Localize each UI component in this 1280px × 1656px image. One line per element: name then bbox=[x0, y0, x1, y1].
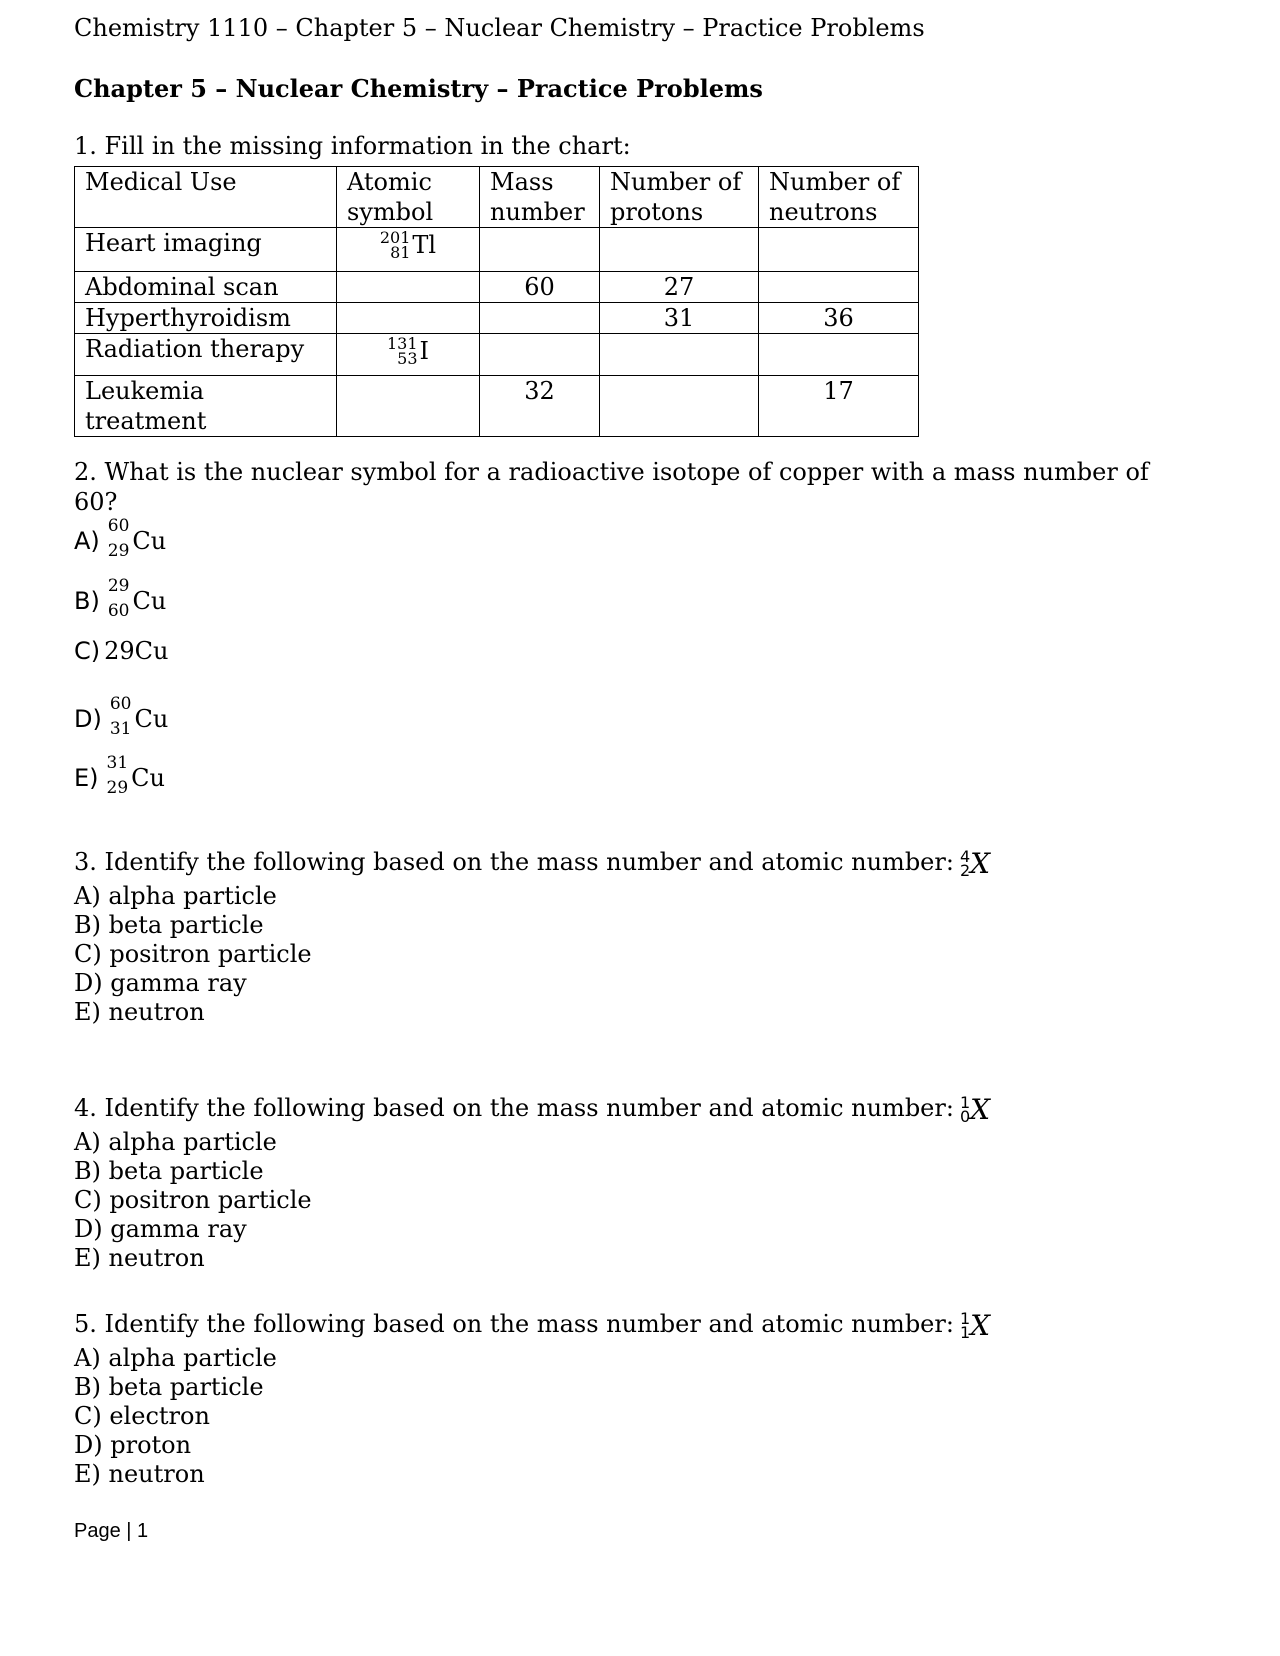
q3-option-b: B) beta particle bbox=[74, 911, 264, 939]
cell-use: Hyperthyroidism bbox=[75, 303, 337, 334]
q5-option-a: A) alpha particle bbox=[74, 1344, 277, 1372]
cell-symbol bbox=[337, 376, 480, 437]
isotope-symbol bbox=[379, 227, 437, 262]
q3-option-c: C) positron particle bbox=[74, 940, 312, 968]
particle-symbol bbox=[960, 847, 990, 880]
cell-protons: 31 bbox=[600, 303, 759, 334]
cell-mass bbox=[480, 334, 600, 376]
mass-number: 60 bbox=[109, 694, 132, 714]
cell-neutrons bbox=[759, 272, 919, 303]
prompt-text: 3. Identify the following based on the mass number and atomic number: bbox=[74, 848, 954, 876]
element-symbol: Tl bbox=[412, 230, 437, 259]
atomic-number: 0 bbox=[959, 1106, 971, 1126]
option-label: C) bbox=[74, 637, 101, 665]
atomic-number: 29 bbox=[106, 778, 129, 798]
header-protons: Number of protons bbox=[600, 167, 759, 228]
element-symbol: Cu bbox=[134, 705, 169, 733]
q2-option-b bbox=[74, 578, 166, 624]
particle-symbol bbox=[960, 1309, 990, 1342]
element-symbol: X bbox=[970, 847, 991, 880]
q5-option-e: E) neutron bbox=[74, 1460, 205, 1488]
element-symbol: X bbox=[970, 1093, 991, 1126]
atomic-number: 60 bbox=[107, 601, 130, 621]
table-row bbox=[75, 228, 919, 272]
table-row bbox=[75, 334, 919, 376]
question-4-prompt bbox=[74, 1093, 990, 1126]
cell-protons bbox=[600, 334, 759, 376]
q4-option-a: A) alpha particle bbox=[74, 1128, 277, 1156]
cell-protons bbox=[600, 376, 759, 437]
header-medical-use: Medical Use bbox=[75, 167, 337, 228]
cell-mass bbox=[480, 228, 600, 272]
option-text: 29Cu bbox=[104, 637, 169, 665]
header-neutrons: Number of neutrons bbox=[759, 167, 919, 228]
cell-protons: 27 bbox=[600, 272, 759, 303]
element-symbol: X bbox=[970, 1309, 991, 1342]
question-3-prompt bbox=[74, 847, 990, 880]
q4-option-e: E) neutron bbox=[74, 1244, 205, 1272]
cell-mass: 60 bbox=[480, 272, 600, 303]
isotope-symbol bbox=[386, 333, 430, 368]
page-header: Chemistry 1110 – Chapter 5 – Nuclear Chemistry – Practice Problems bbox=[74, 14, 925, 42]
cell-symbol bbox=[337, 272, 480, 303]
atomic-number: 81 bbox=[390, 242, 411, 262]
atomic-number: 29 bbox=[107, 541, 130, 561]
element-symbol: Cu bbox=[131, 764, 165, 792]
q4-option-d: D) gamma ray bbox=[74, 1215, 247, 1243]
question-1-prompt: 1. Fill in the missing information in the chart: bbox=[74, 132, 631, 160]
element-symbol: Cu bbox=[132, 587, 167, 615]
header-mass-number: Mass number bbox=[480, 167, 600, 228]
q3-option-d: D) gamma ray bbox=[74, 969, 247, 997]
atomic-number: 31 bbox=[109, 719, 132, 739]
option-label: B) bbox=[74, 587, 100, 615]
cell-use: Radiation therapy bbox=[75, 334, 337, 376]
q4-option-c: C) positron particle bbox=[74, 1186, 312, 1214]
header-atomic-symbol: Atomic symbol bbox=[337, 167, 480, 228]
cell-protons bbox=[600, 228, 759, 272]
q3-option-e: E) neutron bbox=[74, 998, 205, 1026]
q2-option-e bbox=[74, 755, 165, 801]
mass-number: 201 bbox=[379, 227, 411, 247]
page-footer: Page | 1 bbox=[74, 1520, 149, 1542]
table-row bbox=[75, 303, 919, 334]
isotope-chart bbox=[74, 166, 919, 437]
cell-use: Heart imaging bbox=[75, 228, 337, 272]
cell-neutrons bbox=[759, 334, 919, 376]
cell-symbol bbox=[337, 334, 480, 376]
q2-option-c bbox=[74, 637, 168, 665]
element-symbol: Cu bbox=[132, 527, 167, 555]
q2-option-a bbox=[74, 518, 166, 564]
question-2-prompt-line1: 2. What is the nuclear symbol for a radioactive isotope of copper with a mass number of bbox=[74, 458, 1149, 486]
mass-number: 1 bbox=[959, 1308, 971, 1328]
q2-option-d bbox=[74, 696, 168, 742]
mass-number: 131 bbox=[386, 333, 418, 353]
q5-option-d: D) proton bbox=[74, 1431, 192, 1459]
cell-neutrons: 17 bbox=[759, 376, 919, 437]
q3-option-a: A) alpha particle bbox=[74, 882, 277, 910]
mass-number: 29 bbox=[107, 576, 130, 596]
option-label: E) bbox=[74, 764, 99, 792]
cell-neutrons: 36 bbox=[759, 303, 919, 334]
q5-option-c: C) electron bbox=[74, 1402, 210, 1430]
option-label: A) bbox=[74, 527, 100, 555]
cell-use: Leukemia treatment bbox=[75, 376, 337, 437]
cell-mass: 32 bbox=[480, 376, 600, 437]
table-row bbox=[75, 376, 919, 437]
q5-option-b: B) beta particle bbox=[74, 1373, 264, 1401]
atomic-number: 53 bbox=[397, 348, 418, 368]
atomic-number: 2 bbox=[959, 860, 971, 880]
mass-number: 4 bbox=[959, 846, 971, 866]
table-row bbox=[75, 272, 919, 303]
mass-number: 60 bbox=[107, 516, 130, 536]
mass-number: 31 bbox=[106, 753, 129, 773]
particle-symbol bbox=[960, 1093, 990, 1126]
element-symbol: I bbox=[419, 336, 430, 365]
atomic-number: 1 bbox=[959, 1322, 971, 1342]
prompt-text: 5. Identify the following based on the mass number and atomic number: bbox=[74, 1310, 954, 1338]
cell-symbol bbox=[337, 228, 480, 272]
table-header-row bbox=[75, 167, 919, 228]
cell-use: Abdominal scan bbox=[75, 272, 337, 303]
option-label: D) bbox=[74, 705, 102, 733]
page-title: Chapter 5 – Nuclear Chemistry – Practice Problems bbox=[74, 74, 763, 103]
question-2-prompt-line2: 60? bbox=[74, 488, 118, 516]
cell-mass bbox=[480, 303, 600, 334]
question-5-prompt bbox=[74, 1309, 990, 1342]
q4-option-b: B) beta particle bbox=[74, 1157, 264, 1185]
mass-number: 1 bbox=[959, 1092, 971, 1112]
cell-symbol bbox=[337, 303, 480, 334]
cell-neutrons bbox=[759, 228, 919, 272]
prompt-text: 4. Identify the following based on the mass number and atomic number: bbox=[74, 1094, 954, 1122]
